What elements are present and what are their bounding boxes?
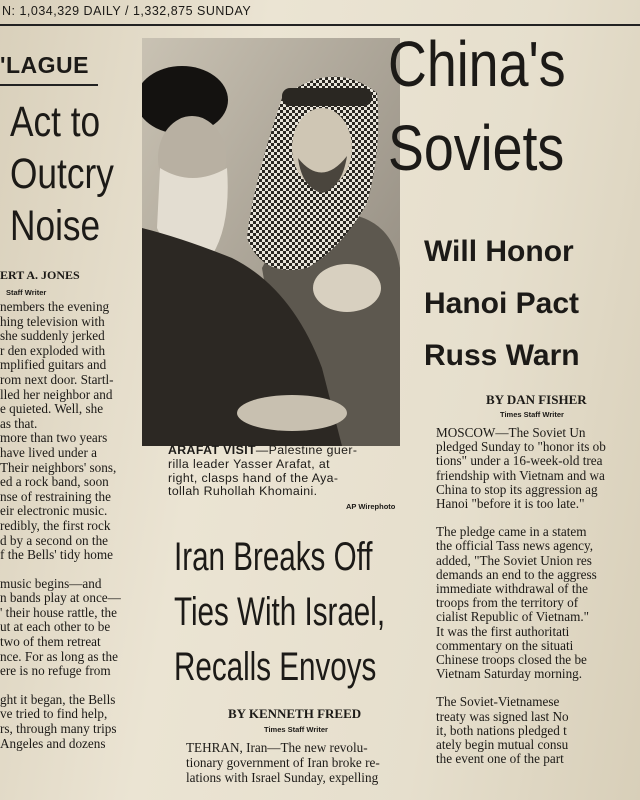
body-line: redibly, the first rock <box>0 518 111 533</box>
right-headline-line: Soviets <box>388 112 565 184</box>
left-headline-line: Noise <box>10 202 101 250</box>
body-line: pledged Sunday to "honor its ob <box>436 440 606 455</box>
body-line: Chinese troops closed the be <box>436 653 587 668</box>
left-byline: ERT A. JONES <box>0 268 80 282</box>
circulation-line: N: 1,034,329 DAILY / 1,332,875 SUNDAY <box>2 4 252 18</box>
left-staff-writer: Staff Writer <box>6 288 47 297</box>
body-line: tionary government of Iran broke re- <box>186 755 380 770</box>
body-line: lled her neighbor and <box>0 387 113 402</box>
body-line: music begins—and <box>0 576 102 591</box>
center-headline-line: Ties With Israel, <box>174 590 386 634</box>
body-line: Angeles and dozens <box>0 736 106 751</box>
body-line: Hanoi "before it is too late." <box>436 497 585 512</box>
body-line: the event one of the part <box>436 752 564 767</box>
body-line: the official Tass news agency, <box>436 539 594 554</box>
body-line: hing television with <box>0 314 105 329</box>
body-line: ere is no refuge from <box>0 664 111 679</box>
body-line <box>0 679 160 693</box>
body-line: ve tried to find help, <box>0 707 108 722</box>
body-line: lations with Israel Sunday, expelling <box>186 770 379 785</box>
photo-credit: AP Wirephoto <box>346 502 396 511</box>
body-line: nse of restraining the <box>0 489 111 504</box>
left-headline-line: Act to <box>10 98 101 146</box>
body-line <box>436 681 640 695</box>
body-line: d by a second on the <box>0 533 109 548</box>
body-line: troops from the territory of <box>436 596 579 611</box>
right-main-headline <box>388 22 606 190</box>
body-line: it, both nations pledged t <box>436 723 567 738</box>
left-body-text <box>0 300 160 751</box>
left-kicker-rule <box>0 84 98 86</box>
body-line: treaty was signed last No <box>436 709 569 724</box>
body-line: ut at each other to be <box>0 620 111 635</box>
body-line: friendship with Vietnam and wa <box>436 468 605 483</box>
right-byline: BY DAN FISHER <box>486 392 587 407</box>
left-headline-line: Outcry <box>10 150 114 198</box>
right-sub-headline <box>424 226 640 382</box>
body-line: as that. <box>0 416 38 431</box>
body-line: It was the first authoritati <box>436 624 570 639</box>
body-line: e quieted. Well, she <box>0 402 104 417</box>
right-headline-line: China's <box>388 28 566 100</box>
body-line: ' their house rattle, the <box>0 605 117 620</box>
right-subheadline-line: Will Honor <box>424 235 574 268</box>
left-headline <box>10 96 141 252</box>
body-line: Vietnam Saturday morning. <box>436 667 583 682</box>
right-body-text <box>436 426 640 766</box>
body-line: tions" under a 16-week-old trea <box>436 454 603 469</box>
caption-line: tollah Ruhollah Khomaini. <box>168 484 318 499</box>
body-line: China to stop its aggression ag <box>436 482 598 497</box>
arafat-khomaini-photo <box>142 38 400 446</box>
center-headline <box>174 530 396 695</box>
body-line: Their neighbors' sons, <box>0 460 117 475</box>
body-line <box>436 511 640 525</box>
right-subheadline-line: Russ Warn <box>424 339 580 372</box>
body-line: immediate withdrawal of the <box>436 582 588 597</box>
center-staff-writer: Times Staff Writer <box>264 725 328 734</box>
body-line: nce. For as long as the <box>0 649 118 664</box>
right-subheadline-line: Hanoi Pact <box>424 287 580 320</box>
photo-caption <box>168 444 418 499</box>
caption-line: rilla leader Yasser Arafat, at <box>168 456 330 471</box>
body-line: she suddenly jerked <box>0 329 105 344</box>
body-line: rom next door. Startl- <box>0 372 114 387</box>
body-line: nembers the evening <box>0 300 110 314</box>
center-headline-line: Recalls Envoys <box>174 645 377 689</box>
body-line: commentary on the situati <box>436 638 574 653</box>
center-headline-line: Iran Breaks Off <box>174 535 373 579</box>
body-line: r den exploded with <box>0 343 106 358</box>
body-line: TEHRAN, Iran—The new revolu- <box>186 740 368 755</box>
caption-lead: ARAFAT VISIT <box>168 443 256 457</box>
body-line: more than two years <box>0 431 108 446</box>
center-byline: BY KENNETH FREED <box>228 706 362 721</box>
body-line: added, "The Soviet Union res <box>436 553 592 568</box>
right-staff-writer: Times Staff Writer <box>500 410 564 419</box>
caption-line: right, clasps hand of the Aya- <box>168 470 339 485</box>
left-kicker: 'LAGUE <box>0 52 89 78</box>
body-line: f the Bells' tidy home <box>0 548 113 563</box>
photo-illustration <box>142 38 400 446</box>
body-line: The Soviet-Vietnamese <box>436 695 560 710</box>
body-line: cialist Republic of Vietnam." <box>436 610 590 625</box>
body-line: n bands play at once— <box>0 591 121 606</box>
body-line: mplified guitars and <box>0 358 107 373</box>
body-line: ed a rock band, soon <box>0 475 109 490</box>
body-line: rs, through many trips <box>0 722 117 737</box>
body-line: eir electronic music. <box>0 504 108 519</box>
body-line: ght it began, the Bells <box>0 692 116 707</box>
body-line: The pledge came in a statem <box>436 525 587 540</box>
body-line: two of them retreat <box>0 635 101 650</box>
body-line <box>0 563 160 577</box>
body-line: MOSCOW—The Soviet Un <box>436 426 586 440</box>
caption-line-1 <box>168 444 418 458</box>
caption-text: —Palestine guer- <box>255 443 358 457</box>
body-line: demands an end to the aggress <box>436 567 597 582</box>
body-line: have lived under a <box>0 445 98 460</box>
center-body-text <box>186 740 446 785</box>
body-line: ately begin mutual consu <box>436 738 569 753</box>
